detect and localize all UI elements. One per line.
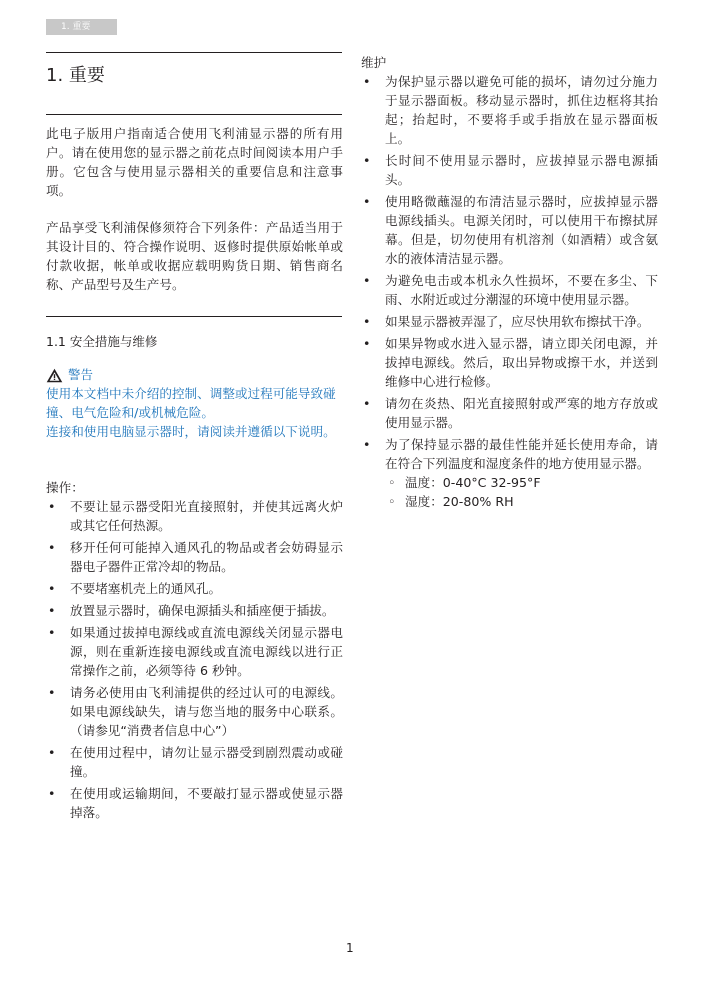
list-item: • 放置显示器时，确保电源插头和插座便于插拔。 [46, 601, 343, 620]
header-chapter-tab: 1. 重要 [46, 19, 117, 35]
warning-text-1: 使用本文档中未介绍的控制、调整或过程可能导致碰撞、电气危险和/或机械危险。 [46, 386, 336, 420]
operation-title: 操作： [46, 480, 84, 495]
section-title: 1.1 安全措施与维修 [46, 334, 158, 349]
list-item: • 使用略微蘸湿的布清洁显示器时，应拔掉显示器电源线插头。电源关闭时，可以使用干布擦拭屏幕。但是，切勿使用有机溶剂（如酒精）或含氨水的液体清洁显示器。 [361, 192, 658, 268]
intro-text-2: 产品享受飞利浦保修须符合下列条件：产品适当用于其设计目的、符合操作说明、返修时提供原始帐单或付款收据，帐单或收据应载明购货日期、销售商名称、产品型号及生产号。 [46, 220, 343, 292]
list-item: • 在使用过程中，请勿让显示器受到剧烈震动或碰撞。 [46, 743, 343, 781]
conditions-list [361, 473, 658, 511]
list-item: • 移开任何可能掉入通风孔的物品或者会妨碍显示器电子器件正常冷却的物品。 [46, 538, 343, 576]
list-item: • 不要让显示器受阳光直接照射，并使其远离火炉或其它任何热源。 [46, 497, 343, 535]
chapter-title: 1. 重要 [46, 65, 105, 86]
intro-paragraph-2 [46, 218, 343, 294]
title-top-rule [46, 52, 342, 53]
maintenance-title: 维护 [361, 55, 387, 70]
warning-icon [46, 368, 63, 383]
warning-label: 警告 [68, 367, 94, 382]
intro-paragraph-1 [46, 124, 343, 200]
list-item: • 在使用或运输期间，不要敲打显示器或使显示器掉落。 [46, 784, 343, 822]
section-top-rule [46, 316, 342, 317]
list-item: • 请勿在炎热、阳光直接照射或严寒的地方存放或使用显示器。 [361, 394, 658, 432]
list-item: • 为保护显示器以避免可能的损坏，请勿过分施力于显示器面板。移动显示器时，抓住边框将其抬起；抬起时，不要将手或手指放在显示器面板上。 [361, 72, 658, 148]
maintenance-list [361, 72, 658, 473]
list-item: • 长时间不使用显示器时，应拔掉显示器电源插头。 [361, 151, 658, 189]
operation-block [46, 478, 343, 822]
list-item: • 如果显示器被弄湿了，应尽快用软布擦拭干净。 [361, 312, 658, 331]
warning-heading [46, 366, 343, 384]
warning-block [46, 366, 343, 441]
condition-temperature: ◦ 温度：0-40°C 32-95°F [361, 473, 658, 492]
list-item: • 为避免电击或本机永久性损坏，不要在多尘、下雨、水附近或过分潮湿的环境中使用显示器。 [361, 271, 658, 309]
operation-list [46, 497, 343, 822]
list-item: • 如果异物或水进入显示器，请立即关闭电源，并拔掉电源线。然后，取出异物或擦干水，并送到维修中心进行检修。 [361, 334, 658, 391]
list-item: • 不要堵塞机壳上的通风孔。 [46, 579, 343, 598]
section-heading [46, 333, 343, 351]
list-item: • 如果通过拔掉电源线或直流电源线关闭显示器电源，则在重新连接电源线或直流电源线以进行正常操作之前，必须等待 6 秒钟。 [46, 623, 343, 680]
title-bottom-rule [46, 114, 342, 115]
maintenance-block [361, 53, 658, 511]
condition-humidity: ◦ 湿度：20-80% RH [361, 492, 658, 511]
list-item: • 为了保持显示器的最佳性能并延长使用寿命，请在符合下列温度和湿度条件的地方使用显示器。 [361, 435, 658, 473]
intro-text-1: 此电子版用户指南适合使用飞利浦显示器的所有用户。请在使用您的显示器之前花点时间阅读本用户手册。它包含与使用显示器相关的重要信息和注意事项。 [46, 126, 343, 198]
list-item: • 请务必使用由飞利浦提供的经过认可的电源线。如果电源线缺失，请与您当地的服务中心联系。（请参见“消费者信息中心”） [46, 683, 343, 740]
page-number: 1 [346, 941, 354, 955]
warning-text-2: 连接和使用电脑显示器时，请阅读并遵循以下说明。 [46, 424, 336, 439]
